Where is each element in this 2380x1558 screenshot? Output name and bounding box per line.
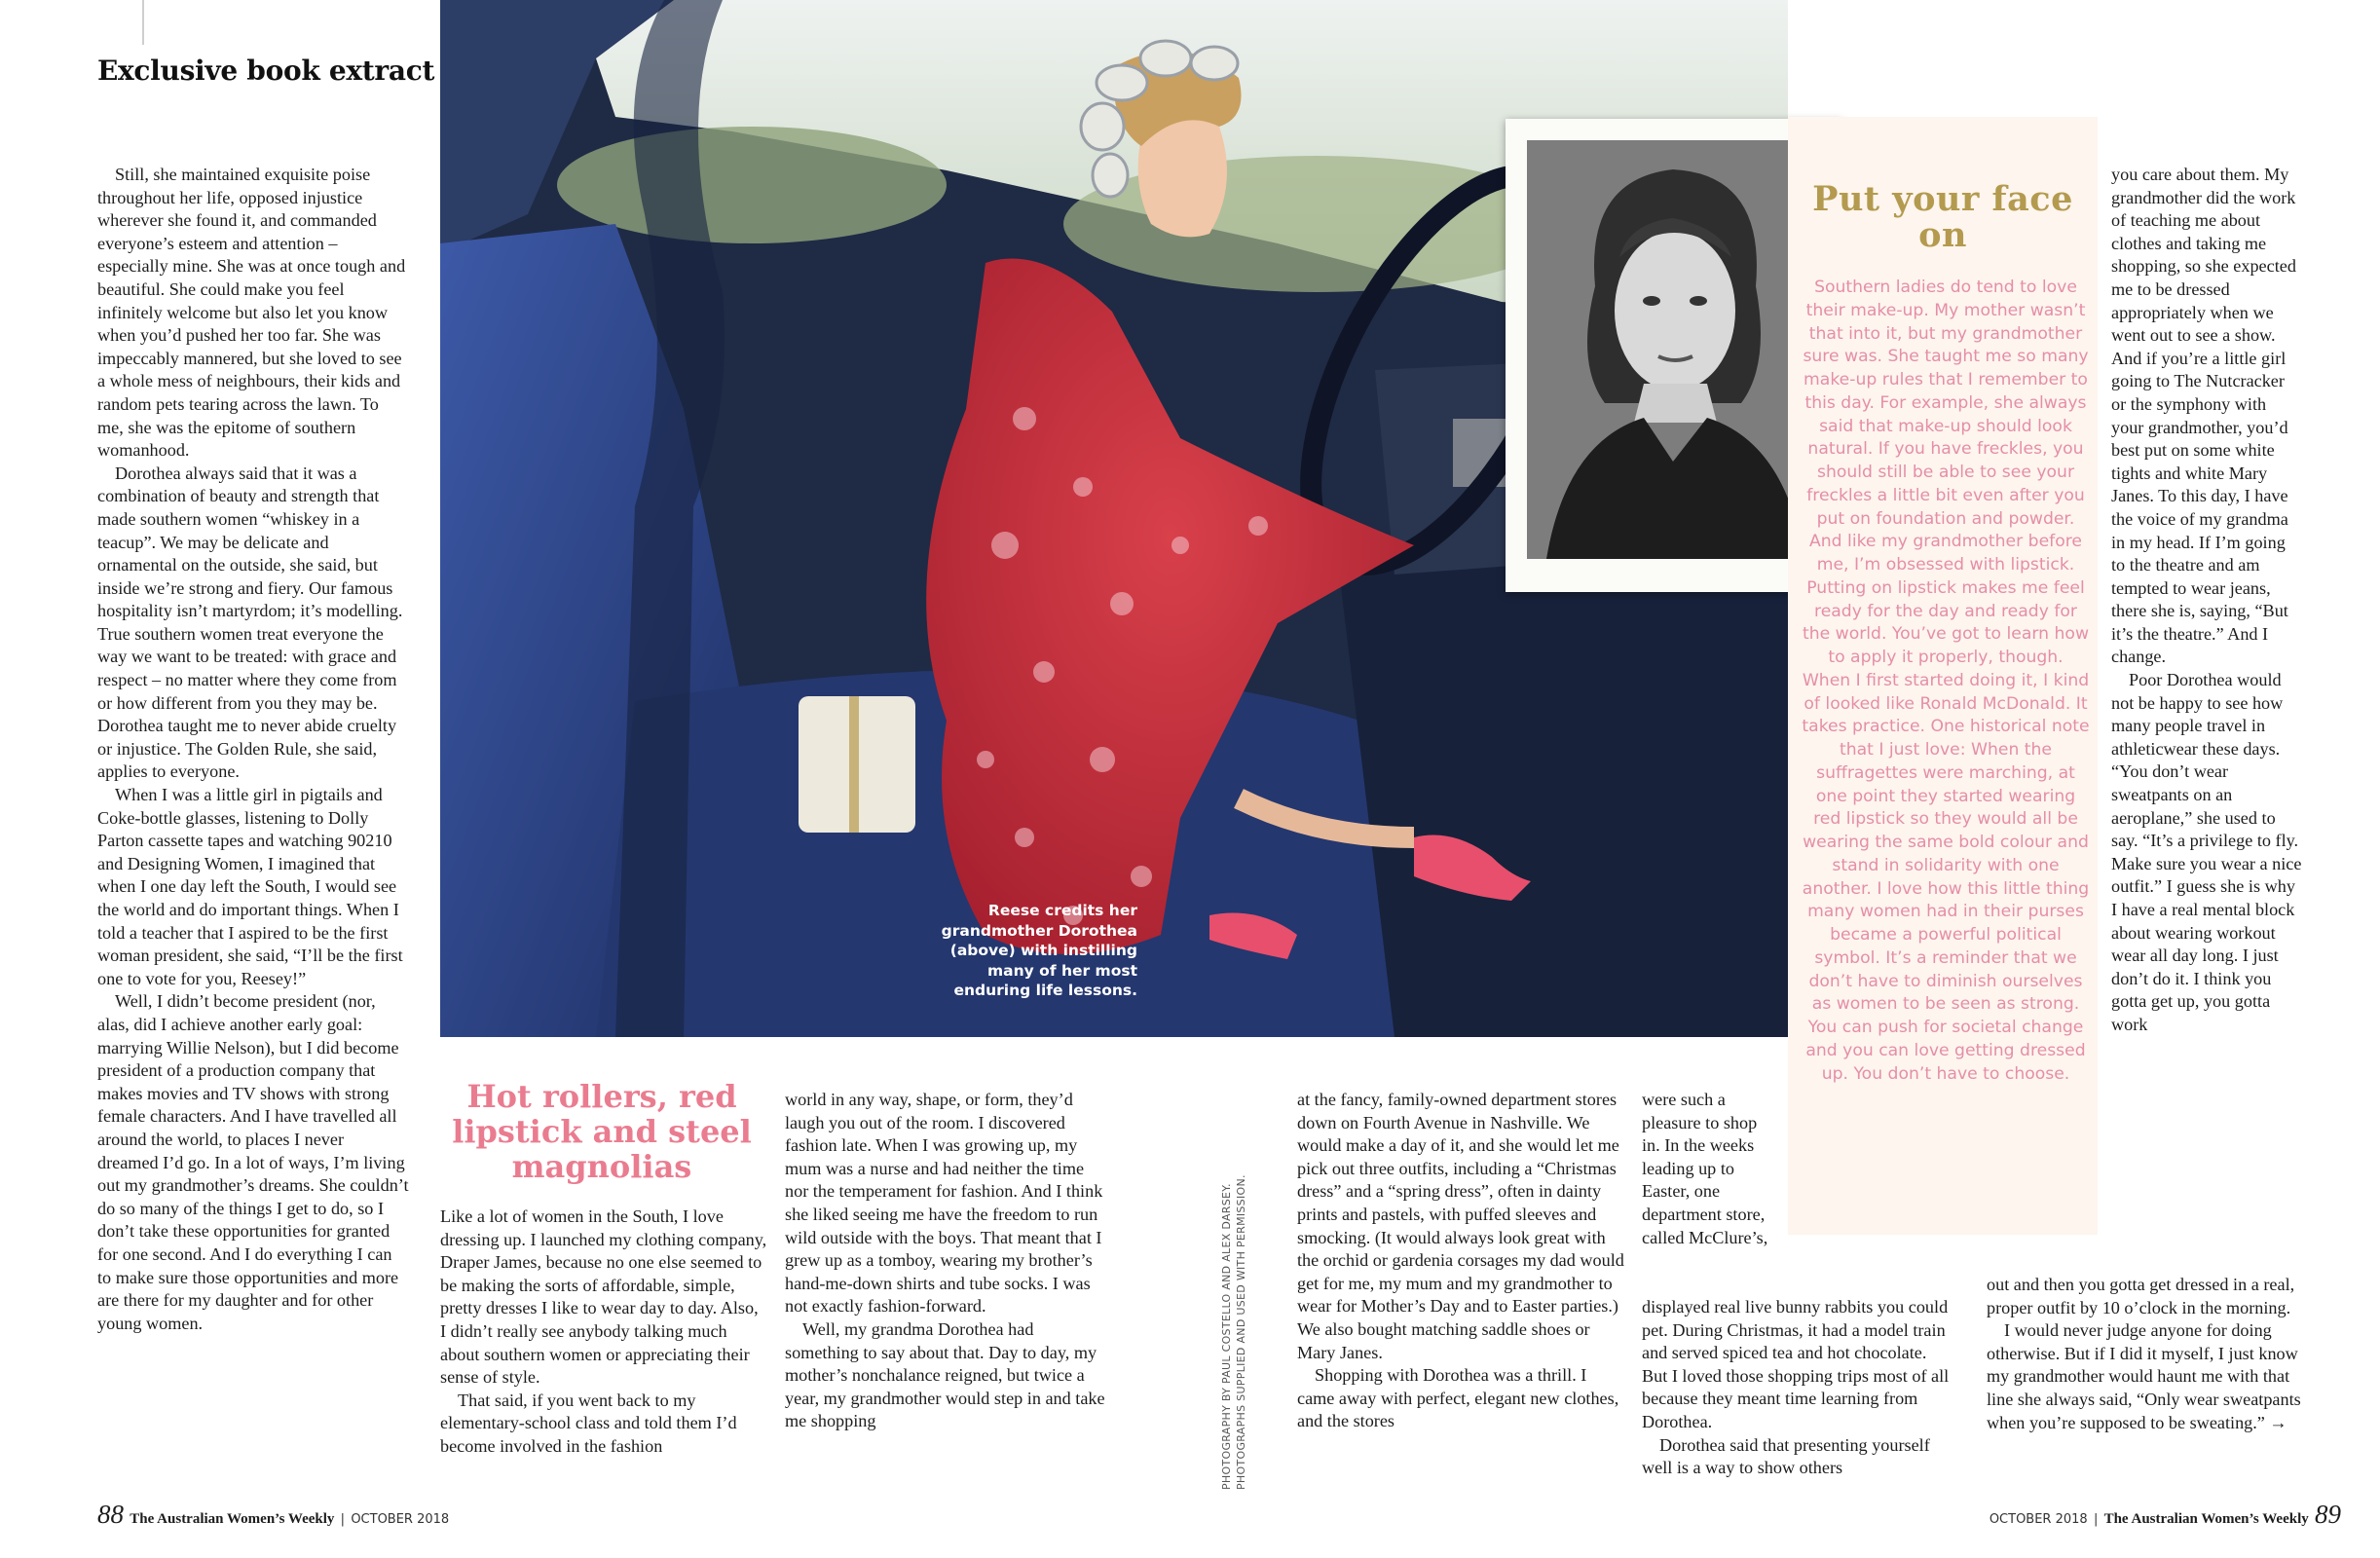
sidebar-body: Southern ladies do tend to love their make-up. My mother wasn’t that into it, but my grandmother sure was. She taught me so many make-up rules that I remember to this day. For example, she always said that make-up should look natural. If you have freckles, you should still be able to see your freckles a little bit even after you put on foundation and powder. And like my grandmother before me, I’m obsessed with lipstick. Putting on lipstick makes me feel ready for the day and ready for the world. You’ve got to learn how to apply it properly, though. When I first started doing it, I kind of looked like Ronald McDonald. It takes practice. One historical note that I just love: When the suffragettes were marching, at one point they started wearing red lipstick so they would all be wearing the same bold colour and stand in solidarity with one another. I love how this little thing many women had in their purses became a powerful political symbol. It’s a reminder that we don’t have to diminish ourselves as women to be seen as strong. You can push for societal change and you can love getting dressed up. You don’t have to choose.	[1802, 278, 2090, 1084]
body-column-3	[785, 1089, 1106, 1433]
paragraph: Dorothea said that presenting yourself well is a way to show others	[1642, 1434, 1930, 1478]
paragraph: displayed real live bunny rabbits you could pet. During Christmas, it had a model train and served spiced tea and hot chocolate. But I loved those shopping trips most of all because they meant time learning from Dorothea.	[1642, 1297, 1950, 1431]
paragraph: at the fancy, family-owned department stores down on Fourth Avenue in Nashville. We would make a day of it, and she would let me pick out three outfits, including a “Christmas dress” and a “spring dress”, often in dainty prints and pastels, with puffed sleeves and smocking. (It would always look great with the orchid or gardenia corsages my dad would get for me, my mum and my grandmother to wear for Mother’s Day and to Easter parties.) We also bought matching saddle shoes or Mary Janes.	[1297, 1090, 1624, 1362]
paragraph: I would never judge anyone for doing otherwise. But if I did it myself, I just know my grandmother would haunt me with that line she always said, “Only wear sweatpants when you’re supposed to be sweating.” →	[1987, 1320, 2301, 1432]
paragraph: Well, my grandma Dorothea had something to say about that. Day to day, my mother’s nonchalance reigned, but twice a year, my grandmother would step in and take me shopping	[785, 1318, 1105, 1431]
footer-separator-left: |	[340, 1512, 346, 1527]
magazine-brand-right: The Australian Women’s Weekly	[2103, 1511, 2309, 1527]
body-column-6	[2111, 164, 2302, 1037]
page-number-left: 88	[97, 1500, 124, 1529]
footer-right	[1990, 1500, 2341, 1530]
paragraph: Dorothea always said that it was a combination of beauty and strength that made southern women “whiskey in a teacup”. We may be delicate and ornamental on the outside, she said, but inside we’re strong and fiery. Our famous hospitality isn’t martyrdom; it’s modelling. True southern women treat everyone the way we want to be treated: with grace and respect – no matter where they come from or how different from you they may be. Dorothea taught me to never abide cruelty or injustice. The Golden Rule, she said, applies to everyone.	[97, 463, 403, 782]
footer-left	[97, 1500, 449, 1530]
magazine-brand-left: The Australian Women’s Weekly	[130, 1511, 335, 1527]
issue-month-left: OCTOBER 2018	[351, 1512, 450, 1527]
body-column-4	[1297, 1089, 1624, 1433]
sidebar-box	[1788, 117, 2098, 1235]
footer-separator-right: |	[2093, 1512, 2099, 1527]
photo-caption: Reese credits her grandmother Dorothea (above) with instilling many of her most enduring life lessons.	[941, 902, 1137, 999]
photo-credit	[1219, 1168, 1258, 1490]
paragraph: out and then you gotta get dressed in a real, proper outfit by 10 o’clock in the morning.	[1987, 1275, 2295, 1317]
grandmother-portrait	[1527, 140, 1819, 559]
paragraph: Still, she maintained exquisite poise throughout her life, opposed injustice wherever she found it, and commanded everyone’s esteem and attention – especially mine. She was at once tough and beautiful. She could make you feel infinitely welcome but also let you know when you’d pushed her too far. She was impeccably mannered, but she loved to see a whole mess of neighbours, their kids and random pets tearing across the lawn. To me, she was the epitome of southern womanhood.	[97, 165, 406, 461]
paragraph: you care about them. My grandmother did the work of teaching me about clothes and taking me shopping, so she expected me to be dressed appropriately when we went out to see a show. And if you’re a little girl going to The Nutcracker or the symphony with your grandmother, you’d best put on some white tights and white Mary Janes. To this day, I have the voice of my grandma in my head. If I’m going to the theatre and am tempted to wear jeans, there she is, saying, “But it’s the theatre.” And I change.	[2111, 165, 2296, 667]
paragraph: Poor Dorothea would not be happy to see how many people travel in athleticwear these days. “You don’t wear sweatpants on an aeroplane,” she used to say. “It’s a privilege to fly. Make sure you wear a nice outfit.” I guess she is why I have a real mental block about wearing workout wear all day long. I just don’t do it. I think you gotta get up, you gotta work	[2111, 670, 2302, 1034]
paragraph: were such a pleasure to shop in. In the weeks leading up to Easter, one department store, called McClure’s,	[1642, 1090, 1768, 1247]
body-column-5-top	[1642, 1089, 1778, 1249]
body-column-1	[97, 164, 409, 1335]
sidebar-title: Put your face on	[1812, 179, 2073, 255]
portrait-illustration	[1527, 140, 1819, 559]
paragraph: Well, I didn’t become president (nor, alas, did I achieve another early goal: marrying Willie Nelson), but I did become president of a production company that makes movies and TV shows with strong female characters. And I have travelled all around the world, to places I never dreamed I’d go. In a lot of ways, I’m living out my grandmother’s dreams. She couldn’t do so many of the things I get to do, so I don’t take these opportunities for granted for one second. And I do everything I can to make sure those opportunities and more are there for my daughter and for other young women.	[97, 991, 409, 1333]
section-heading: Hot rollers, red lipstick and steel magnolias	[452, 1078, 752, 1185]
paragraph: That said, if you went back to my elementary-school class and told them I’d become involved in the fashion	[440, 1390, 737, 1456]
top-rule	[142, 0, 144, 45]
body-column-6-bottom	[1987, 1274, 2308, 1434]
page-number-right: 89	[2315, 1500, 2341, 1529]
issue-month-right: OCTOBER 2018	[1989, 1512, 2088, 1527]
body-column-2	[440, 1206, 767, 1459]
section-kicker: Exclusive book extract	[97, 55, 435, 87]
paragraph: Shopping with Dorothea was a thrill. I came away with perfect, elegant new clothes, and the stores	[1297, 1365, 1619, 1431]
paragraph: Like a lot of women in the South, I love dressing up. I launched my clothing company, Draper James, because no one else seemed to be making the sorts of affordable, simple, pretty dresses I like to wear day to day. Also, I didn’t really see anybody talking much about southern women or appreciating their sense of style.	[440, 1206, 767, 1388]
paragraph: When I was a little girl in pigtails and Coke-bottle glasses, listening to Dolly Parton cassette tapes and watching 90210 and Designing Women, I imagined that when I one day left the South, I would see the world and do important things. When I told a teacher that I aspired to be the first woman president, she said, “I’ll be the first one to vote for you, Reesey!”	[97, 785, 403, 988]
photo-credit-text: PHOTOGRAPHY BY PAUL COSTELLO AND ALEX DARSEY. PHOTOGRAPHS SUPPLIED AND USED WITH PERMISSION.	[1220, 1174, 1247, 1490]
body-column-5-bottom	[1642, 1296, 1953, 1480]
paragraph: world in any way, shape, or form, they’d laugh you out of the room. I discovered fashion late. When I was growing up, my mum was a nurse and had neither the time nor the temperament for fashion. And I think she liked seeing me have the freedom to run wild outside with the boys. That meant that I grew up as a tomboy, wearing my brother’s hand-me-down shirts and tube socks. I was not exactly fashion-forward.	[785, 1090, 1103, 1317]
